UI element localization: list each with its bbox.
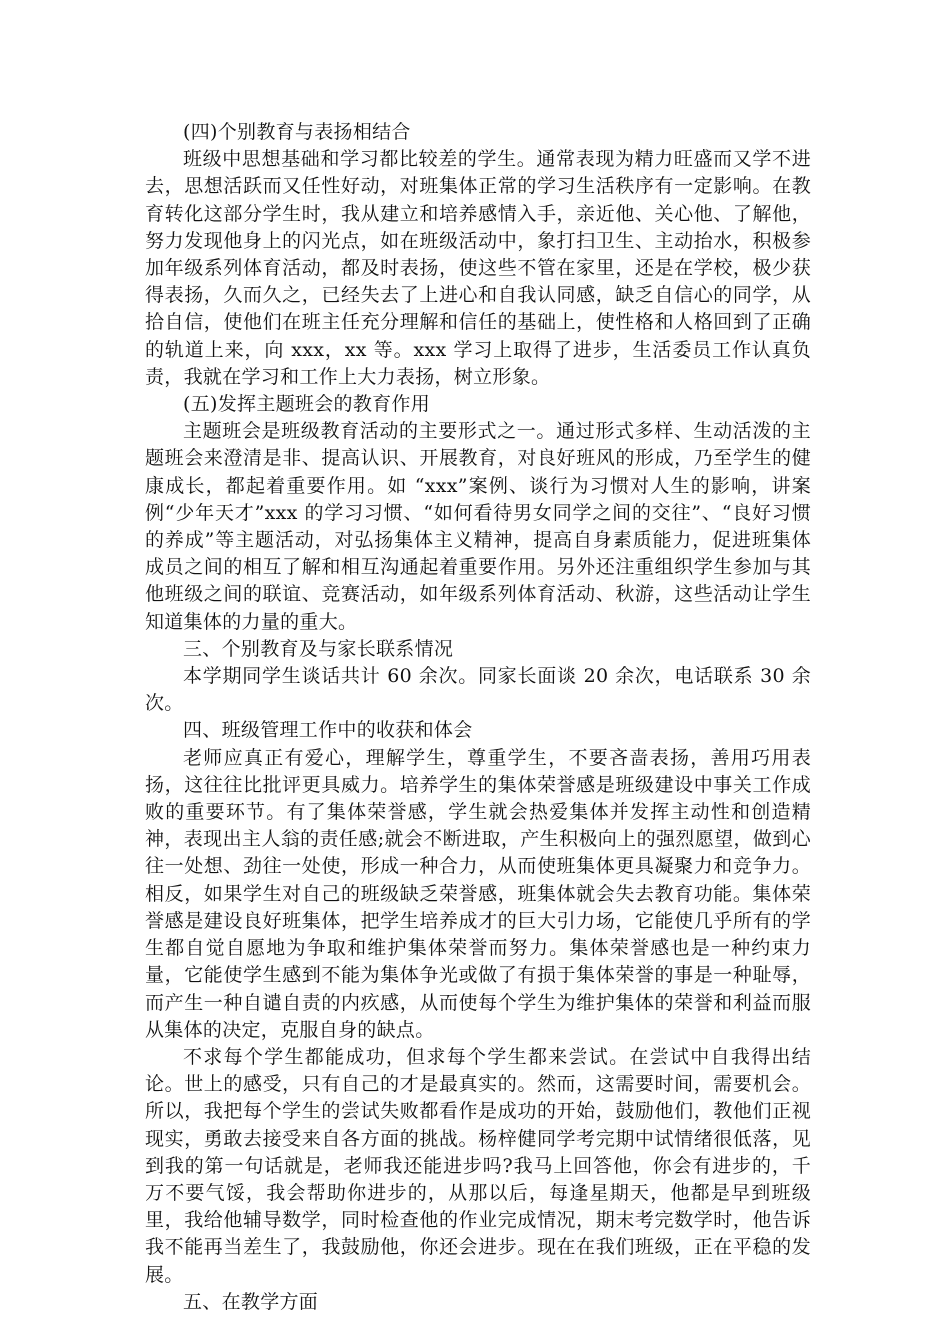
paragraph-gains-attempt: 不求每个学生都能成功，但求每个学生都来尝试。在尝试中自我得出结论。世上的感受，只有自己的才是最真实的。然而，这需要时间，需要机会。所以，我把每个学生的尝试失败都看作是成功的开始，鼓励他们，教他们正视现实，勇敢去接受来自各方面的挑战。杨梓健同学考完期中试情绪很低落，见到我的第一句话就是，老师我还能进步吗?我马上回答他，你会有进步的，千万不要气馁，我会帮助你进步的，从那以后，每逢星期天，他都是早到班级里，我给他辅导数学，同时检查他的作业完成情况，期末考完数学时，他告诉我不能再当差生了，我鼓励他，你还会进步。现在在我们班级，正在平稳的发展。 <box>145 1045 811 1286</box>
paragraph-class-meeting: 主题班会是班级教育活动的主要形式之一。通过形式多样、生动活泼的主题班会来澄清是非、提高认识、开展教育，对良好班风的形成，乃至学生的健康成长，都起着重要作用。如 “xxx”案例、谈行为习惯对人生的影响，讲案例“少年天才”xxx 的学习习惯、“如何看待男女同学之间的交往”、“良好习惯的养成”等主题活动，对弘扬集体主义精神，提高自身素质能力，促进班集体成员之间的相互了解和相互沟通起着重要作用。另外还注重组织学生参加与其他班级之间的联谊、竞赛活动，如年级系列体育活动、秋游，这些活动让学生知道集体的力量的重大。 <box>145 420 811 633</box>
paragraph-parent-contact: 本学期同学生谈话共计 60 余次。同家长面谈 20 余次，电话联系 30 余次。 <box>145 665 811 715</box>
section-heading-individual-education: (四)个别教育与表扬相结合 <box>183 121 411 143</box>
section-heading-parent-contact: 三、个别教育及与家长联系情况 <box>183 637 454 660</box>
section-heading-gains: 四、班级管理工作中的收获和体会 <box>183 719 473 742</box>
document-body <box>145 119 811 1316</box>
paragraph-individual-education: 班级中思想基础和学习都比较差的学生。通常表现为精力旺盛而又学不进去，思想活跃而又任性好动，对班集体正常的学习生活秩序有一定影响。在教育转化这部分学生时，我从建立和培养感情入手，亲近他、关心他、了解他，努力发现他身上的闪光点，如在班级活动中，象打扫卫生、主动抬水，积极参加年级系列体育活动，都及时表扬，使这些不管在家里，还是在学校，极少获得表扬，久而久之，已经失去了上进心和自我认同感，缺乏自信心的同学，从拾自信，使他们在班主任充分理解和信任的基础上，使性格和人格回到了正确的轨道上来，向 xxx，xx 等。xxx 学习上取得了进步，生活委员工作认真负责，我就在学习和工作上大力表扬，树立形象。 <box>145 148 811 388</box>
section-heading-class-meeting: (五)发挥主题班会的教育作用 <box>183 393 431 416</box>
section-heading-teaching: 五、在教学方面 <box>183 1290 319 1313</box>
paragraph-gains-honor: 老师应真正有爱心，理解学生，尊重学生，不要吝啬表扬，善用巧用表扬，这往往比批评更具威力。培养学生的集体荣誉感是班级建设中事关工作成败的重要环节。有了集体荣誉感，学生就会热爱集体并发挥主动性和创造精神，表现出主人翁的责任感;就会不断进取，产生积极向上的强烈愿望，做到心往一处想、劲往一处使，形成一种合力，从而使班集体更具凝聚力和竞争力。相反，如果学生对自己的班级缺乏荣誉感，班集体就会失去教育功能。集体荣誉感是建设良好班集体，把学生培养成才的巨大引力场，它能使几乎所有的学生都自觉自愿地为争取和维护集体荣誉而努力。集体荣誉感也是一种约束力量，它能使学生感到不能为集体争光或做了有损于集体荣誉的事是一种耻辱，而产生一种自谴自责的内疚感，从而使每个学生为维护集体的荣誉和利益而服从集体的决定，克服自身的缺点。 <box>145 746 811 1041</box>
